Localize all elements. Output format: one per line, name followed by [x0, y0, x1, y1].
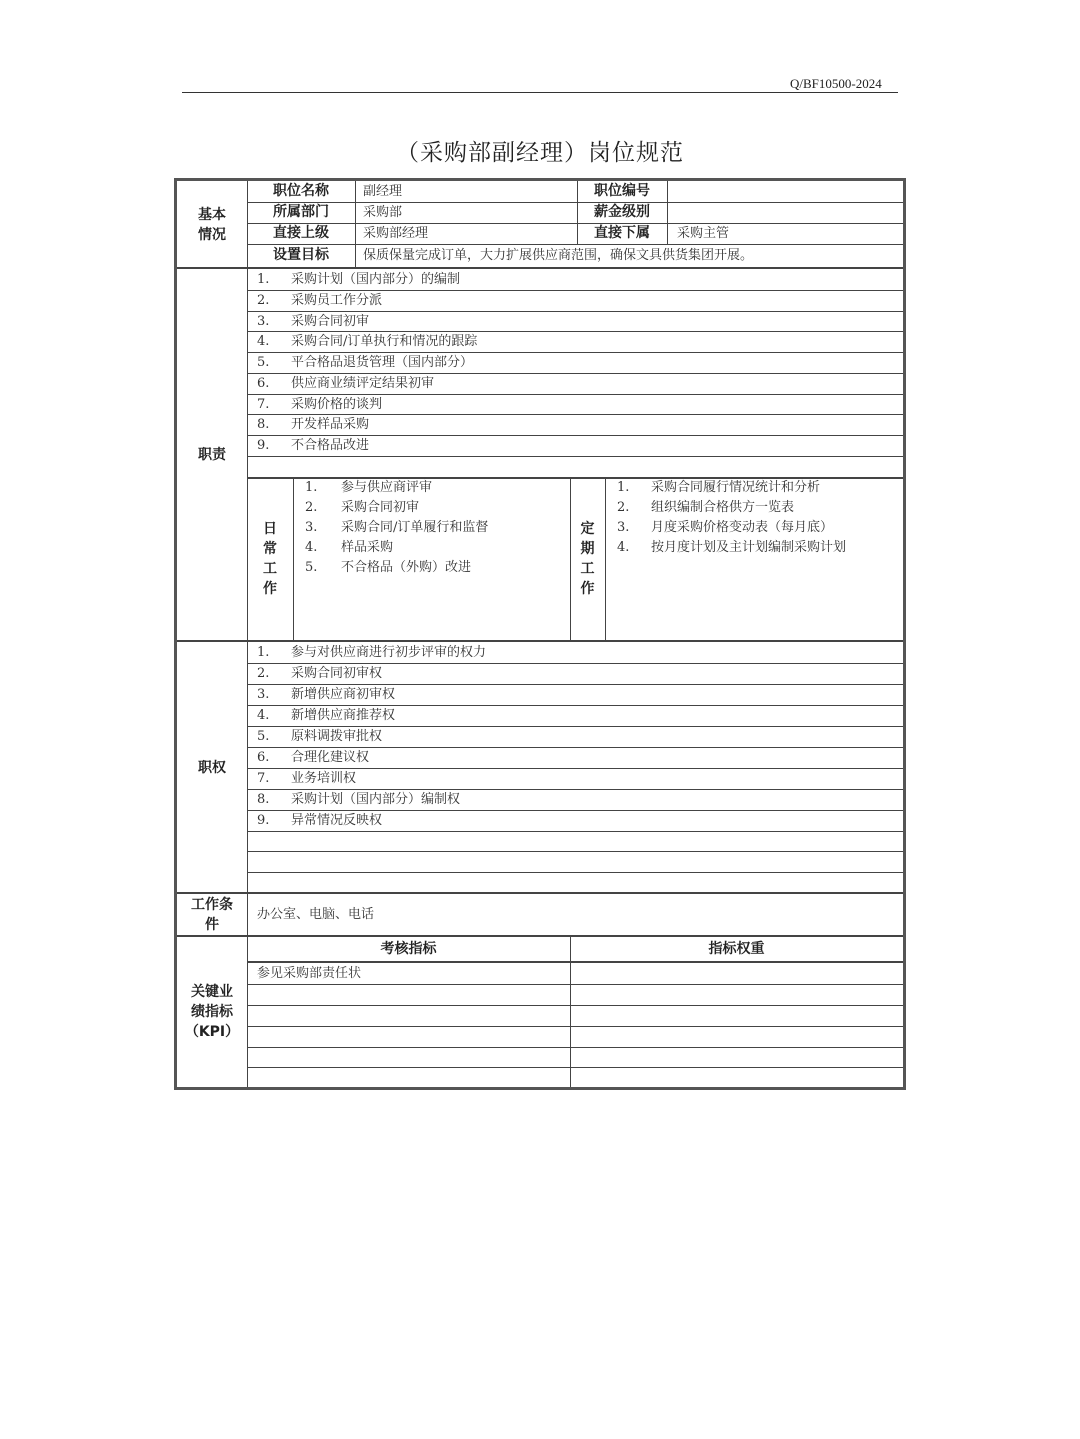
position-name-label: 职位名称 [273, 183, 329, 199]
subordinate-label: 直接下属 [594, 225, 650, 241]
list-item: 5. 不合格品（外购）改进 [305, 560, 472, 575]
conditions-section-label: 工作条 件 [191, 896, 233, 933]
list-item: 9. 异常情况反映权 [257, 813, 383, 828]
list-item: 2. 组织编制合格供方一览表 [617, 500, 795, 515]
salary-level-label: 薪金级别 [594, 204, 650, 220]
goal-label: 设置目标 [273, 247, 329, 263]
daily-work-label: 日 常 工 作 [263, 521, 277, 597]
list-item: 7. 业务培训权 [257, 771, 357, 786]
list-item: 2. 采购合同初审 [305, 500, 420, 515]
list-item: 4. 新增供应商推荐权 [257, 708, 396, 723]
list-item: 5. 平合格品退货管理（国内部分） [257, 355, 474, 370]
authority-section-label: 职权 [198, 759, 226, 776]
periodic-work-label: 定 期 工 作 [580, 521, 595, 597]
list-item: 9. 不合格品改进 [257, 438, 370, 453]
list-item: 4. 采购合同/订单执行和情况的跟踪 [257, 334, 478, 349]
kpi-weight-header: 指标权重 [708, 941, 765, 957]
list-item: 3. 新增供应商初审权 [257, 687, 396, 702]
department-label: 所属部门 [273, 204, 329, 220]
subordinate-value: 采购主管 [677, 226, 730, 241]
job-spec-table [174, 178, 906, 1090]
position-name-value: 副经理 [363, 184, 403, 199]
list-item: 4. 样品采购 [305, 540, 394, 555]
list-item: 6. 合理化建议权 [257, 750, 370, 765]
kpi-indicator-cell: 参见采购部责任状 [257, 966, 362, 981]
list-item: 2. 采购员工作分派 [257, 293, 383, 308]
list-item: 2. 采购合同初审权 [257, 666, 383, 681]
list-item: 5. 原料调拨审批权 [257, 729, 383, 744]
list-item: 1. 参与对供应商进行初步评审的权力 [257, 645, 487, 660]
list-item: 3. 采购合同/订单履行和监督 [305, 520, 489, 535]
duties-section-label: 职责 [198, 447, 226, 463]
superior-value: 采购部经理 [363, 226, 429, 241]
list-item: 6. 供应商业绩评定结果初审 [257, 376, 435, 391]
list-item: 1. 采购合同履行情况统计和分析 [617, 480, 821, 495]
superior-label: 直接上级 [273, 225, 329, 241]
conditions-value: 办公室、电脑、电话 [257, 907, 375, 922]
list-item: 3. 采购合同初审 [257, 314, 370, 329]
position-no-label: 职位编号 [594, 183, 650, 199]
list-item: 1. 参与供应商评审 [305, 480, 433, 495]
page-title: （采购部副经理）岗位规范 [396, 140, 684, 166]
goal-value: 保质保量完成订单，大力扩展供应商范围，确保文具供货集团开展。 [363, 248, 754, 263]
kpi-indicator-header: 考核指标 [380, 941, 437, 957]
list-item: 1. 采购计划（国内部分）的编制 [257, 272, 461, 287]
list-item: 7. 采购价格的谈判 [257, 397, 383, 412]
kpi-section-label: 关键业 绩指标 （KPI） [184, 984, 240, 1040]
list-item: 8. 开发样品采购 [257, 417, 370, 432]
document-code: Q/BF10500-2024 [790, 76, 882, 91]
basic-section-label: 基本 情况 [198, 207, 226, 243]
department-value: 采购部 [363, 205, 403, 220]
list-item: 4. 按月度计划及主计划编制采购计划 [617, 540, 847, 555]
list-item: 3. 月度采购价格变动表（每月底） [617, 520, 834, 535]
header-rule [182, 92, 898, 93]
list-item: 8. 采购计划（国内部分）编制权 [257, 792, 461, 807]
